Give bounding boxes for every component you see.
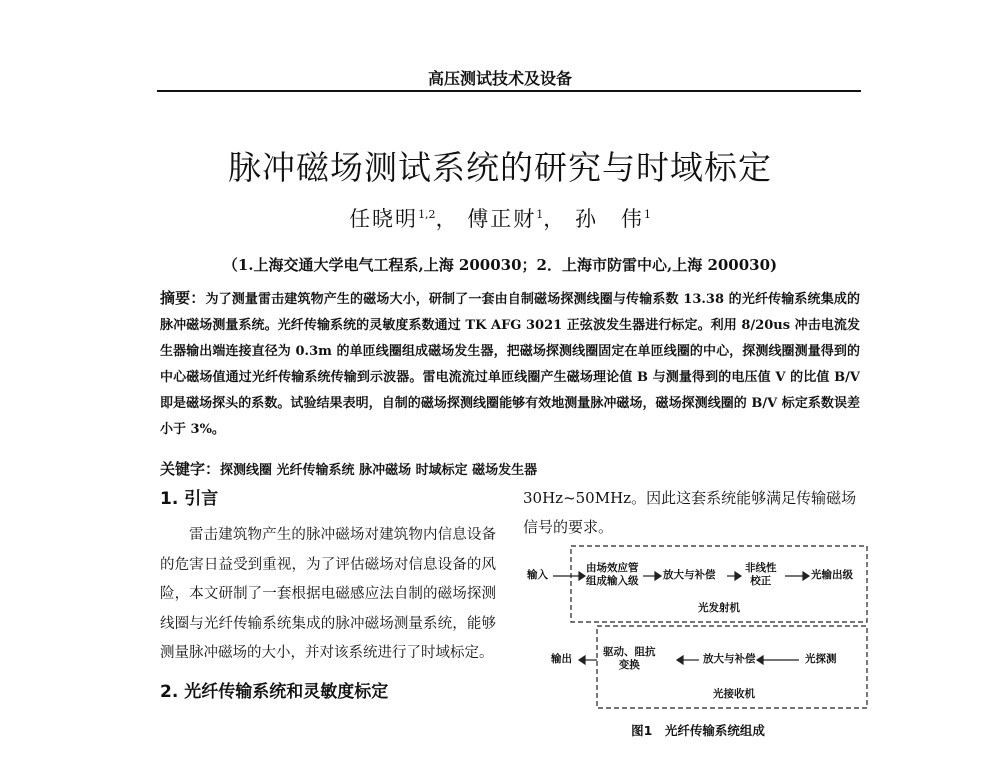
section-1-paragraph: 雷击建筑物产生的脉冲磁场对建筑物内信息设备的危害日益受到重视，为了评估磁场对信息设备的风险，本文研制了一套根据电磁感应法自制的磁场探测线圈与光纤传输系统集成的脉冲磁场测量系统，能够测量脉冲磁场的大小，并对该系统进行了时域标定。 — [160, 527, 496, 661]
tx-optical-output-stage: 光输出级 — [811, 569, 853, 581]
diagram-lines — [523, 540, 873, 720]
author-line — [0, 203, 1000, 233]
abstract — [160, 285, 860, 443]
rx-output-label: 输出 — [551, 653, 572, 665]
author-name: 傅正财 — [467, 207, 537, 231]
rx-amplifier-stage: 放大与补偿 — [703, 653, 756, 665]
abstract-label: 摘要： — [160, 289, 206, 307]
affiliation: （1.上海交通大学电气工程系,上海 200030；2．上海市防雷中心,上海 200030) — [222, 256, 778, 274]
continued-paragraph: 30Hz~50MHz。因此这套系统能够满足传输磁场信号的要求。 — [523, 489, 857, 536]
figure-caption: 图1 光纤传输系统组成 — [631, 723, 765, 738]
author-affil-mark: 1 — [643, 208, 651, 221]
tx-amplifier-stage: 放大与补偿 — [663, 569, 716, 581]
tx-input-label: 输入 — [527, 569, 548, 581]
author-name: 任晓明 — [349, 207, 419, 231]
rx-arrowhead-1 — [579, 656, 585, 664]
keywords-label: 关键字： — [160, 460, 221, 478]
header-rule — [157, 90, 861, 92]
abstract-text: 为了测量雷击建筑物产生的磁场大小，研制了一套由自制磁场探测线圈与传输系数 13.38 的光纤传输系统集成的脉冲磁场测量系统。光纤传输系统的灵敏度系数通过 TK AFG 3021 正弦波发生器进行标定。利用 8/20us 冲击电流发生器输出端连接直径为 0.3m 的单匝线圈组成磁场发生器，把磁场探测线圈固定在单匝线圈的中心，探测线圈测量得到的中心磁场值通过光纤传输系统传输到示波器。雷电流流过单匝线圈产生磁场理论值 B 与测量得到的电压值 V 的比值 B/V 即是磁场探头的系数。试验结果表明，自制的磁场探测线圈能够有效地测量脉冲磁场，磁场探测线圈的 B/V 标定系数误差小于 3%。 — [160, 292, 860, 437]
keywords-text: 探测线圈 光纤传输系统 脉冲磁场 时域标定 磁场发生器 — [220, 463, 538, 478]
left-column — [160, 484, 496, 702]
right-column — [523, 484, 863, 542]
author-affil-mark: 1,2 — [418, 208, 436, 221]
tx-arrowhead-1 — [579, 572, 585, 580]
author-name: 孙 伟 — [574, 207, 644, 231]
paper-title: 脉冲磁场测试系统的研究与时域标定 — [228, 148, 772, 187]
rx-arrowhead-2 — [677, 656, 683, 664]
section-1-heading: 1. 引言 — [160, 489, 219, 509]
running-head: 高压测试技术及设备 — [427, 69, 572, 88]
tx-arrowhead-4 — [803, 572, 809, 580]
tx-input-stage: 由场效应管 组成输入级 — [586, 562, 639, 587]
author-affil-mark: 1 — [536, 208, 544, 221]
tx-nonlinear-stage: 非线性 校正 — [745, 562, 777, 587]
author-separator: ， — [543, 207, 567, 231]
transmitter-label: 光发射机 — [698, 602, 740, 614]
section-2-heading: 2. 光纤传输系统和灵敏度标定 — [160, 681, 389, 702]
tx-arrowhead-2 — [655, 572, 661, 580]
receiver-label: 光接收机 — [713, 688, 755, 700]
rx-driver-stage: 驱动、阻抗 变换 — [603, 646, 656, 671]
rx-arrowhead-3 — [757, 656, 763, 664]
keywords — [160, 458, 860, 479]
rx-photodetector-stage: 光探测 — [805, 653, 837, 665]
tx-arrowhead-3 — [735, 572, 741, 580]
author-separator: ， — [435, 207, 459, 231]
